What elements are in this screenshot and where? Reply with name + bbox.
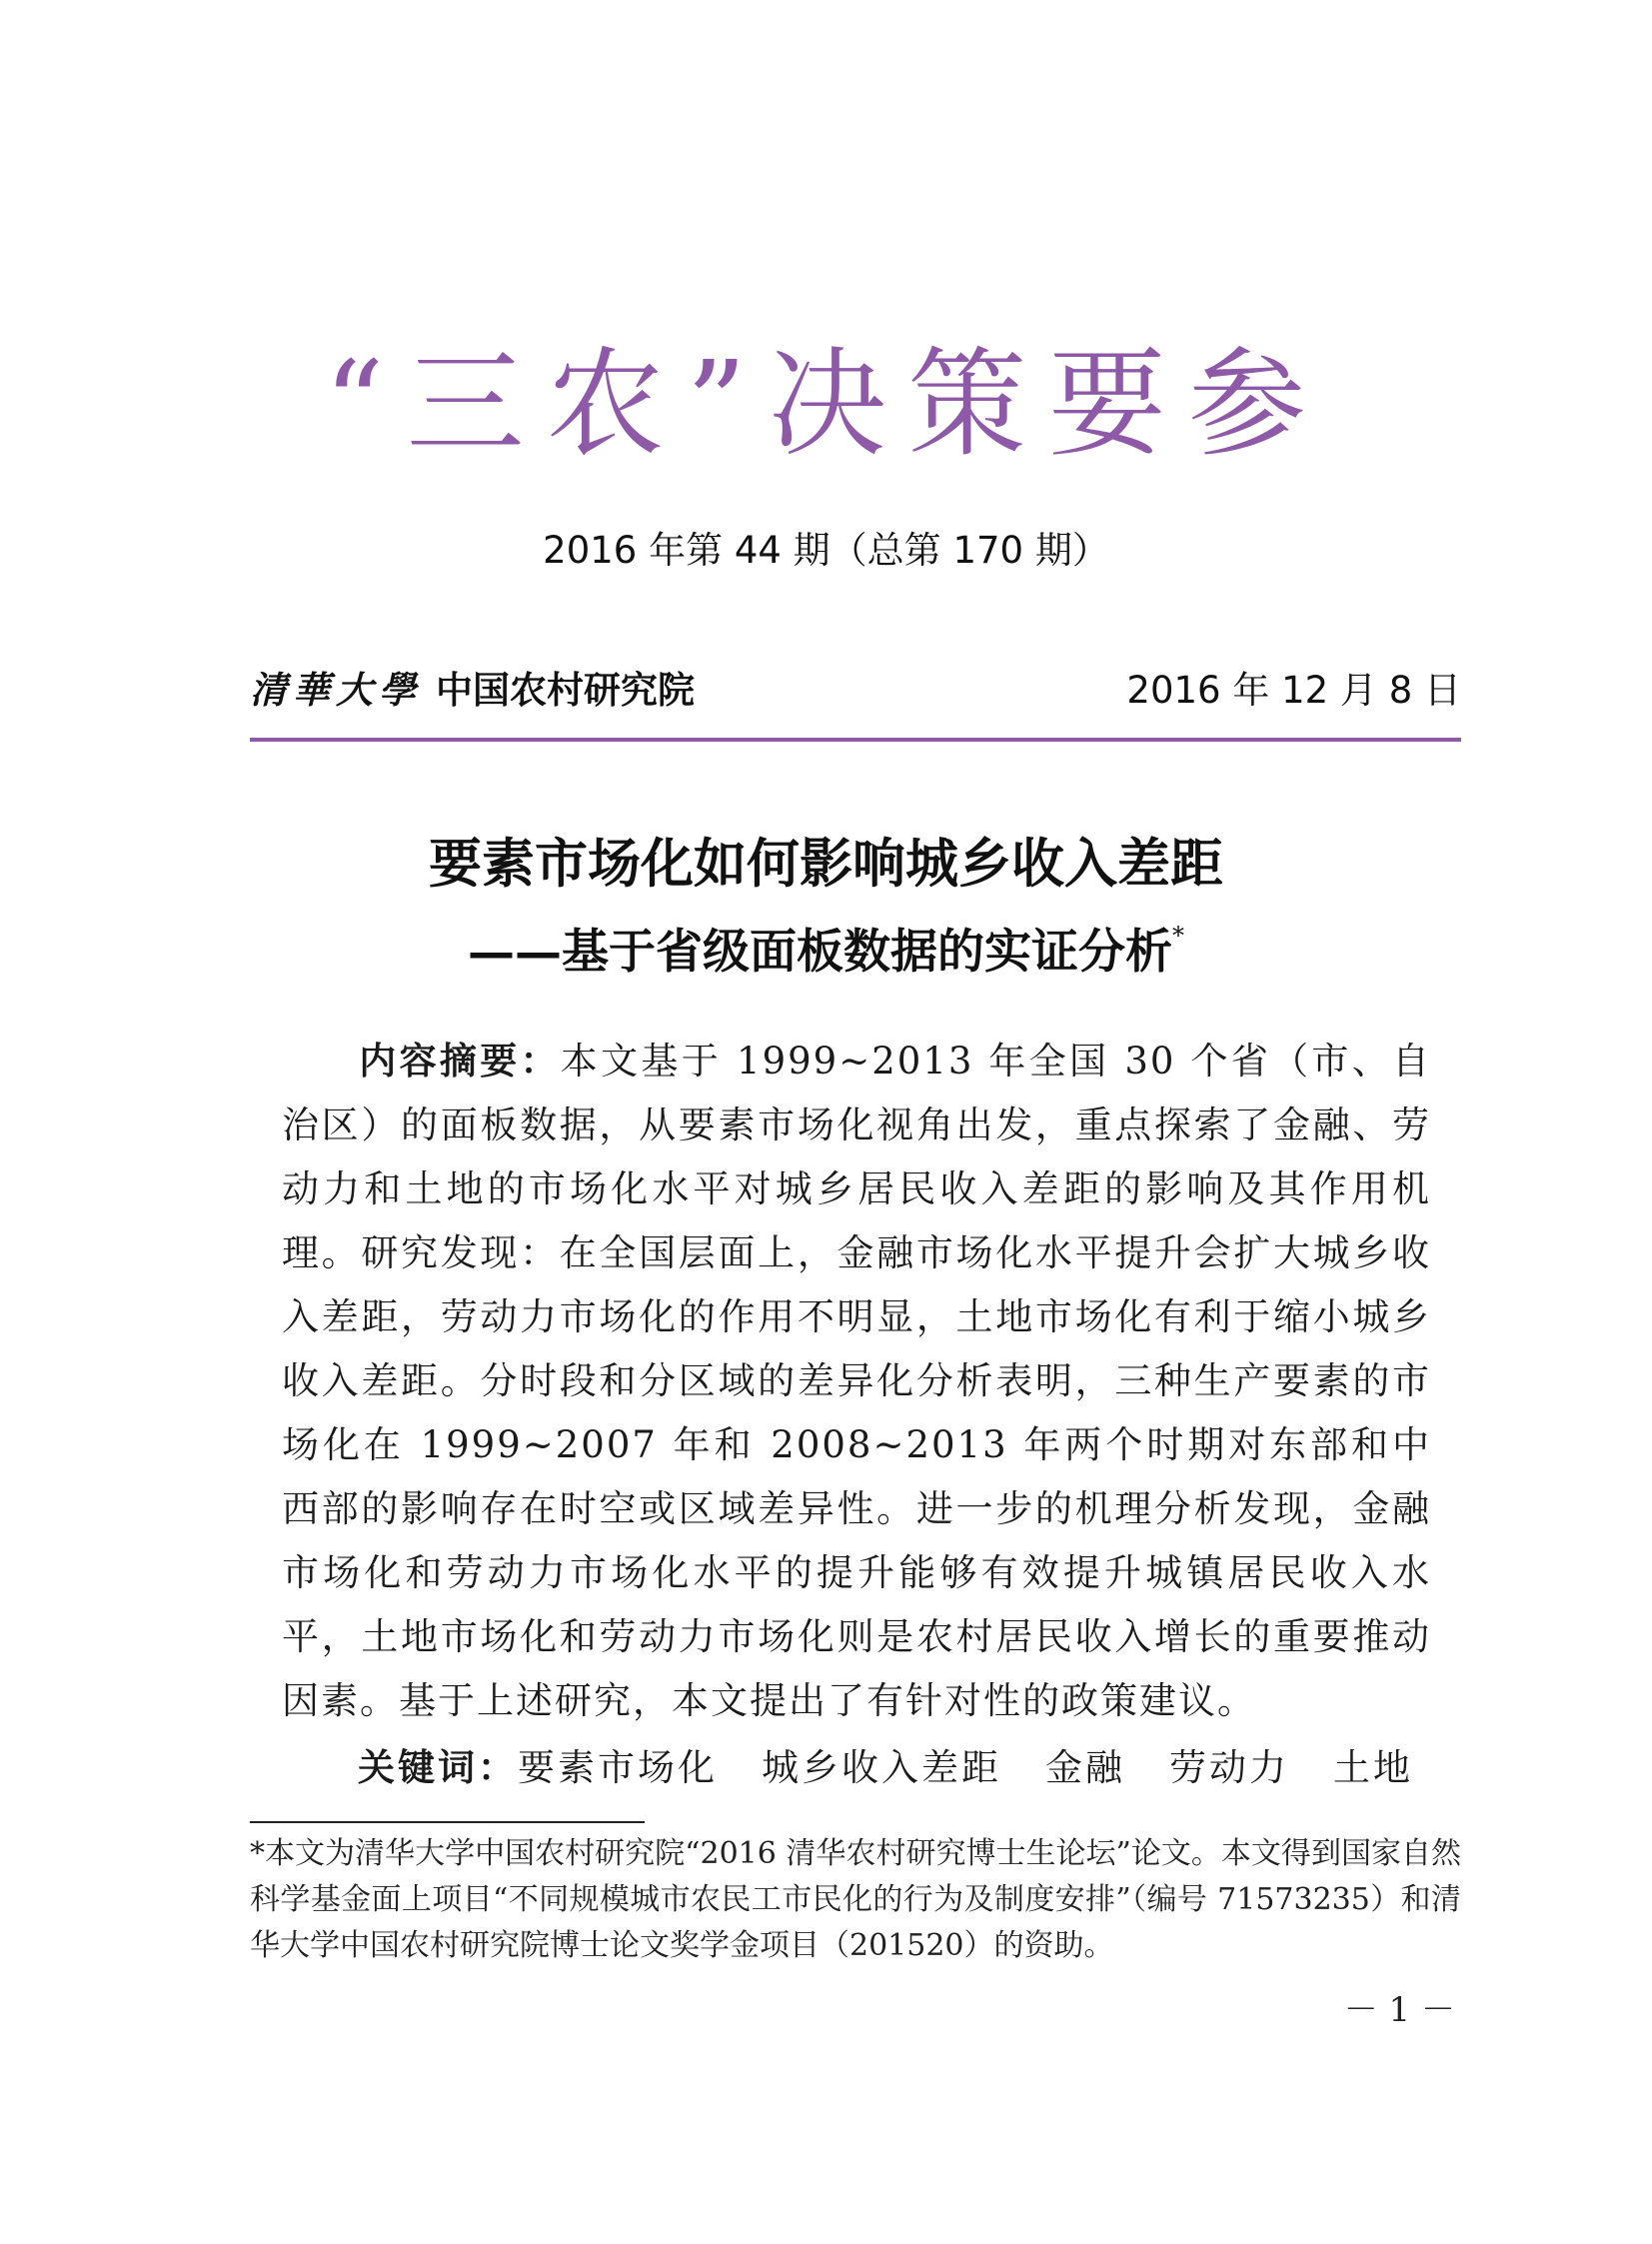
issue-number: 2016 年第 44 期（总第 170 期）	[543, 529, 1109, 572]
footnote-divider	[250, 1821, 645, 1823]
keywords	[358, 1737, 1413, 1791]
keywords-label: 关键词：	[358, 1746, 518, 1789]
publisher	[250, 660, 695, 714]
article-title: 要素市场化如何影响城乡收入差距	[429, 833, 1223, 895]
keyword: 劳动力	[1169, 1746, 1289, 1789]
keyword: 土地	[1333, 1746, 1413, 1789]
keyword: 城乡收入差距	[762, 1746, 1001, 1789]
keyword: 要素市场化	[518, 1746, 718, 1789]
abstract-label: 内容摘要：	[358, 1040, 561, 1083]
institute-name: 中国农村研究院	[436, 668, 695, 712]
abstract-text: 本文基于 1999~2013 年全国 30 个省（市、自治区）的面板数据，从要素市场化视角出发，重点探索了金融、劳动力和土地的市场化水平对城乡居民收入差距的影响及其作用机理。研究发现：在全国层面上，金融市场化水平提升会扩大城乡收入差距，劳动力市场化的作用不明显，土地市场化有利于缩小城乡收入差距。分时段和分区域的差异化分析表明，三种生产要素的市场化在 1999~2007 年和 2008~2013 年两个时期对东部和中西部的影响存在时空或区域差异性。进一步的机理分析发现，金融市场化和劳动力市场化水平的提升能够有效提升城镇居民收入水平，土地市场化和劳动力市场化则是农村居民收入增长的重要推动因素。基于上述研究，本文提出了有针对性的政策建议。	[282, 1040, 1432, 1722]
footnote-marker: *	[1172, 922, 1184, 950]
publication-date: 2016 年 12 月 8 日	[1126, 669, 1461, 712]
header-divider	[250, 738, 1461, 742]
article-subtitle	[0, 915, 1652, 982]
masthead-title: “三农”决策要参	[324, 335, 1328, 473]
publisher-row	[250, 660, 1461, 720]
subtitle-text: ——基于省级面板数据的实证分析	[468, 925, 1172, 980]
abstract	[282, 1030, 1431, 1733]
footnote: *本文为清华大学中国农村研究院“2016 清华农村研究博士生论坛”论文。本文得到国家自然科学基金面上项目“不同规模城市农民工市民化的行为及制度安排”（编号 71573235）和清华大学中国农村研究院博士论文奖学金项目（201520）的资助。	[250, 1836, 1461, 1963]
keyword: 金融	[1045, 1746, 1125, 1789]
page-number: － 1 －	[1343, 1990, 1455, 2030]
university-logo: 清華大學	[250, 668, 422, 712]
